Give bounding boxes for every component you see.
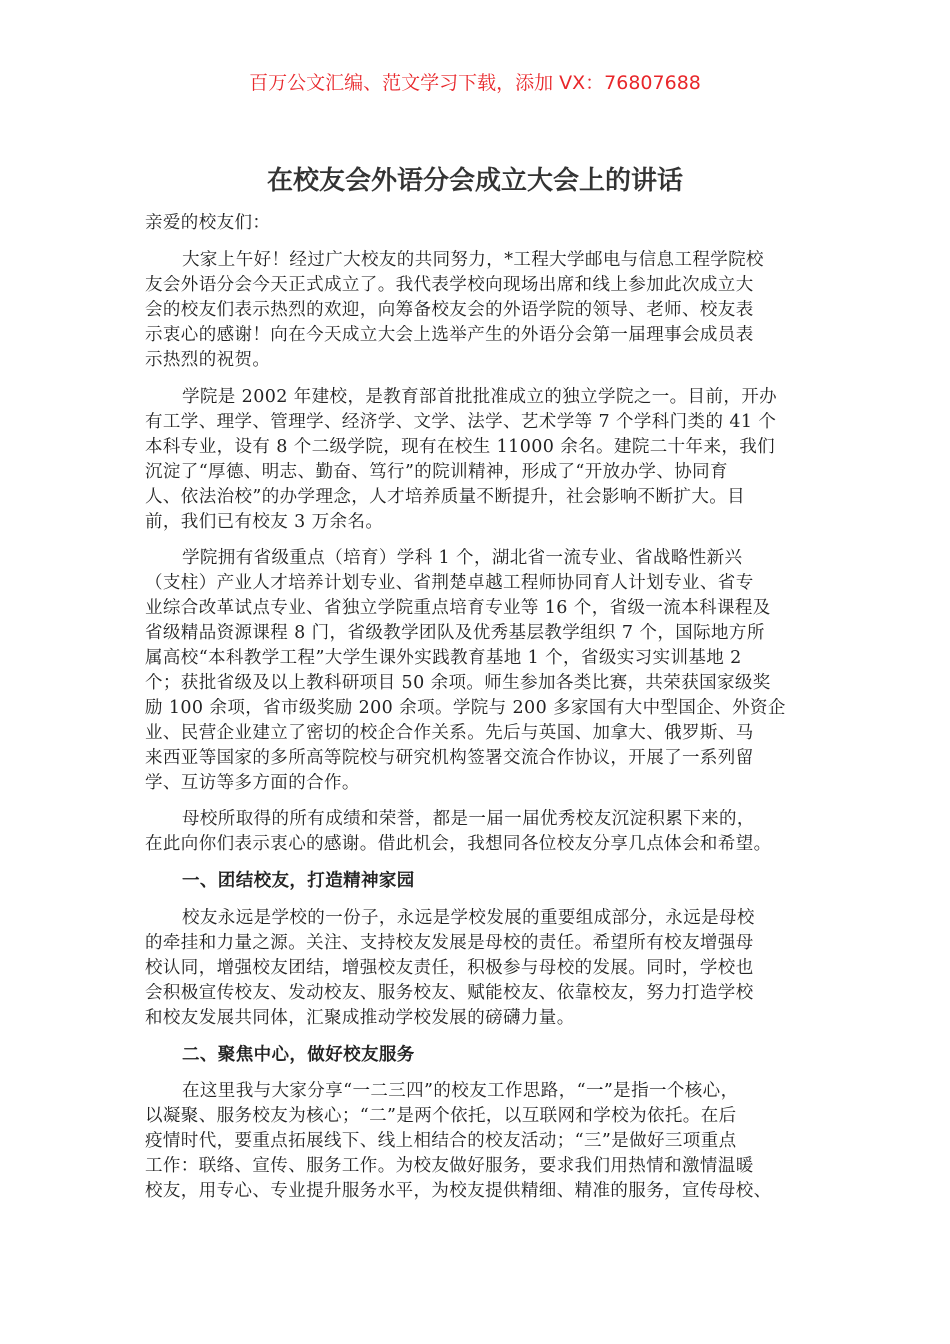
paragraph <box>145 807 815 857</box>
paragraph-line: 校友，用专心、专业提升服务水平，为校友提供精细、精准的服务，宣传母校、 <box>145 1181 772 1201</box>
paragraph-line: 和校友发展共同体，汇聚成推动学校发展的磅礴力量。 <box>145 1008 575 1028</box>
paragraph-line: 在这里我与大家分享“一二三四”的校友工作思路，“一”是指一个核心， <box>182 1081 739 1101</box>
paragraph-line: 励 100 余项，省市级奖励 200 余项。学院与 200 多家国有大中型国企、外资企 <box>145 698 786 718</box>
paragraph-line: 会的校友们表示热烈的欢迎，向筹备校友会的外语学院的领导、老师、校友表 <box>145 300 754 320</box>
paragraph <box>145 385 815 535</box>
paragraph-line: 会积极宣传校友、发动校友、服务校友、赋能校友、依靠校友，努力打造学校 <box>145 983 754 1003</box>
paragraph-line: 来西亚等国家的多所高等院校与研究机构签署交流合作协议，开展了一系列留 <box>145 748 754 768</box>
paragraph <box>145 546 815 796</box>
paragraph-line: 示热烈的祝贺。 <box>145 350 271 370</box>
paragraph-line: 的牵挂和力量之源。关注、支持校友发展是母校的责任。希望所有校友增强母 <box>145 933 754 953</box>
paragraph-line: 在此向你们表示衷心的感谢。借此机会，我想同各位校友分享几点体会和希望。 <box>145 834 772 854</box>
paragraph-line: 友会外语分会今天正式成立了。我代表学校向现场出席和线上参加此次成立大 <box>145 275 754 295</box>
heading-text: 二、聚焦中心，做好校友服务 <box>182 1045 415 1065</box>
heading-text: 一、团结校友，打造精神家园 <box>182 871 415 891</box>
paragraph-line: 沉淀了“厚德、明志、勤奋、笃行”的院训精神，形成了“开放办学、协同育 <box>145 462 728 482</box>
paragraph-line: 校认同，增强校友团结，增强校友责任，积极参与母校的发展。同时，学校也 <box>145 958 754 978</box>
download-banner: 百万公文汇编、范文学习下载，添加 VX：76807688 <box>249 72 701 94</box>
section-heading-1 <box>145 869 815 894</box>
paragraph <box>145 248 815 373</box>
paragraph-line: 有工学、理学、管理学、经济学、文学、法学、艺术学等 7 个学科门类的 41 个 <box>145 412 777 432</box>
page-title: 在校友会外语分会成立大会上的讲话 <box>266 166 683 196</box>
paragraph-line: 人、依法治校”的办学理念，人才培养质量不断提升，社会影响不断扩大。目 <box>145 487 746 507</box>
section-heading-2 <box>145 1043 815 1068</box>
paragraph-line: 本科专业，设有 8 个二级学院，现有在校生 11000 余名。建院二十年来，我们 <box>145 437 776 457</box>
paragraph-line: 学院拥有省级重点（培育）学科 1 个，湖北省一流专业、省战略性新兴 <box>182 548 743 568</box>
paragraph-line: 业综合改革试点专业、省独立学院重点培育专业等 16 个，省级一流本科课程及 <box>145 598 771 618</box>
paragraph-line: 疫情时代，要重点拓展线下、线上相结合的校友活动；“三”是做好三项重点 <box>145 1131 737 1151</box>
paragraph-line: 母校所取得的所有成绩和荣誉，都是一届一届优秀校友沉淀积累下来的， <box>182 809 755 829</box>
greeting-text: 亲爱的校友们： <box>145 213 271 233</box>
paragraph-line: 个；获批省级及以上教科研项目 50 余项。师生参加各类比赛，共荣获国家级奖 <box>145 673 771 693</box>
paragraph-line: （支柱）产业人才培养计划专业、省荆楚卓越工程师协同育人计划专业、省专 <box>145 573 754 593</box>
paragraph-line: 大家上午好！经过广大校友的共同努力，*工程大学邮电与信息工程学院校 <box>182 250 764 270</box>
paragraph-line: 省级精品资源课程 8 门，省级教学团队及优秀基层教学组织 7 个，国际地方所 <box>145 623 765 643</box>
paragraph-line: 属高校“本科教学工程”大学生课外实践教育基地 1 个，省级实习实训基地 2 <box>145 648 742 668</box>
paragraph-line: 校友永远是学校的一份子，永远是学校发展的重要组成部分，永远是母校 <box>182 908 755 928</box>
greeting <box>145 211 815 236</box>
paragraph-line: 业、民营企业建立了密切的校企合作关系。先后与英国、加拿大、俄罗斯、马 <box>145 723 754 743</box>
paragraph-line: 示衷心的感谢！向在今天成立大会上选举产生的外语分会第一届理事会成员表 <box>145 325 754 345</box>
paragraph-line: 学、互访等多方面的合作。 <box>145 773 360 793</box>
paragraph-line: 工作：联络、宣传、服务工作。为校友做好服务，要求我们用热情和激情温暖 <box>145 1156 754 1176</box>
paragraph-line: 前，我们已有校友 3 万余名。 <box>145 512 384 532</box>
paragraph <box>145 1079 815 1204</box>
paragraph <box>145 906 815 1031</box>
paragraph-line: 以凝聚、服务校友为核心；“二”是两个依托，以互联网和学校为依托。在后 <box>145 1106 737 1126</box>
paragraph-line: 学院是 2002 年建校，是教育部首批批准成立的独立学院之一。目前，开办 <box>182 387 778 407</box>
